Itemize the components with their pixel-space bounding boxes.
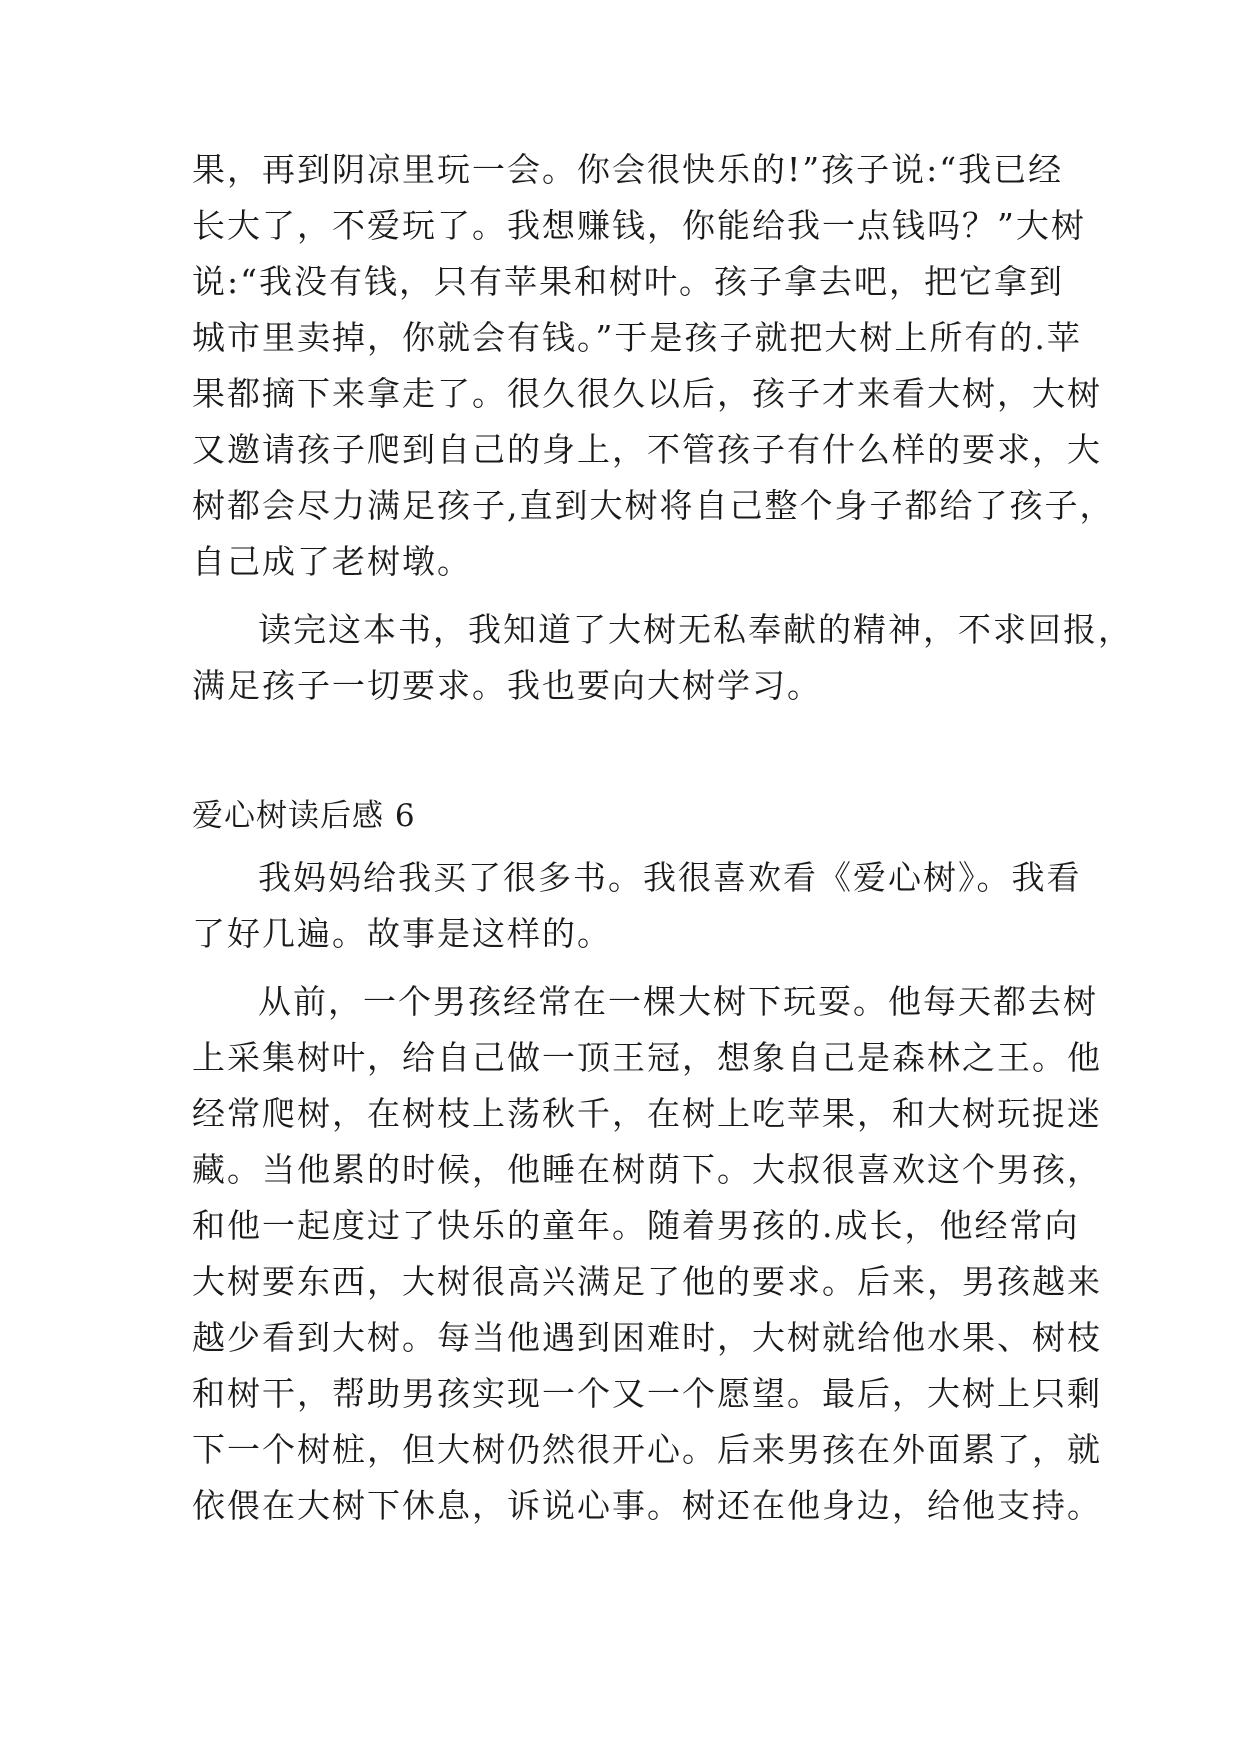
paragraph-4-line: 上采集树叶，给自己做一顶王冠，想象自己是森林之王。他 bbox=[192, 1038, 1102, 1077]
paragraph-4-line: 依偎在大树下休息，诉说心事。树还在他身边，给他支持。 bbox=[192, 1486, 1102, 1525]
paragraph-4-line: 和树干，帮助男孩实现一个又一个愿望。最后，大树上只剩 bbox=[192, 1374, 1102, 1413]
paragraph-2-line: 读完这本书，我知道了大树无私奉献的精神，不求回报， bbox=[258, 610, 1133, 649]
paragraph-4-line: 藏。当他累的时候，他睡在树荫下。大叔很喜欢这个男孩， bbox=[192, 1150, 1102, 1189]
section-heading: 爱心树读后感 6 bbox=[192, 798, 416, 834]
paragraph-3-line: 了好几遍。故事是这样的。 bbox=[192, 914, 612, 953]
paragraph-1-line: 又邀请孩子爬到自己的身上，不管孩子有什么样的要求，大 bbox=[192, 430, 1102, 469]
paragraph-4-line: 大树要东西，大树很高兴满足了他的要求。后来，男孩越来 bbox=[192, 1262, 1102, 1301]
paragraph-4-line: 从前，一个男孩经常在一棵大树下玩耍。他每天都去树 bbox=[258, 982, 1098, 1021]
paragraph-4-line: 下一个树桩，但大树仍然很开心。后来男孩在外面累了，就 bbox=[192, 1430, 1102, 1469]
paragraph-1-line: 长大了，不爱玩了。我想赚钱，你能给我一点钱吗？”大树 bbox=[192, 206, 1086, 245]
paragraph-3-line: 我妈妈给我买了很多书。我很喜欢看《爱心树》。我看 bbox=[258, 858, 1082, 897]
paragraph-4-line: 和他一起度过了快乐的童年。随着男孩的.成长，他经常向 bbox=[192, 1206, 1080, 1245]
paragraph-2-line: 满足孩子一切要求。我也要向大树学习。 bbox=[192, 666, 822, 705]
paragraph-4-line: 越少看到大树。每当他遇到困难时，大树就给他水果、树枝 bbox=[192, 1318, 1102, 1357]
paragraph-1-line: 城市里卖掉，你就会有钱。”于是孩子就把大树上所有的.苹 bbox=[192, 318, 1082, 357]
paragraph-1-line: 果都摘下来拿走了。很久很久以后，孩子才来看大树，大树 bbox=[192, 374, 1102, 413]
paragraph-4-line: 经常爬树，在树枝上荡秋千，在树上吃苹果，和大树玩捉迷 bbox=[192, 1094, 1102, 1133]
paragraph-1-line: 果，再到阴凉里玩一会。你会很快乐的!”孩子说:“我已经 bbox=[192, 150, 1064, 189]
paragraph-1-line: 自己成了老树墩。 bbox=[192, 542, 472, 581]
paragraph-1-line: 说:“我没有钱，只有苹果和树叶。孩子拿去吧，把它拿到 bbox=[192, 262, 1064, 301]
paragraph-1-line: 树都会尽力满足孩子,直到大树将自己整个身子都给了孩子， bbox=[192, 486, 1115, 525]
